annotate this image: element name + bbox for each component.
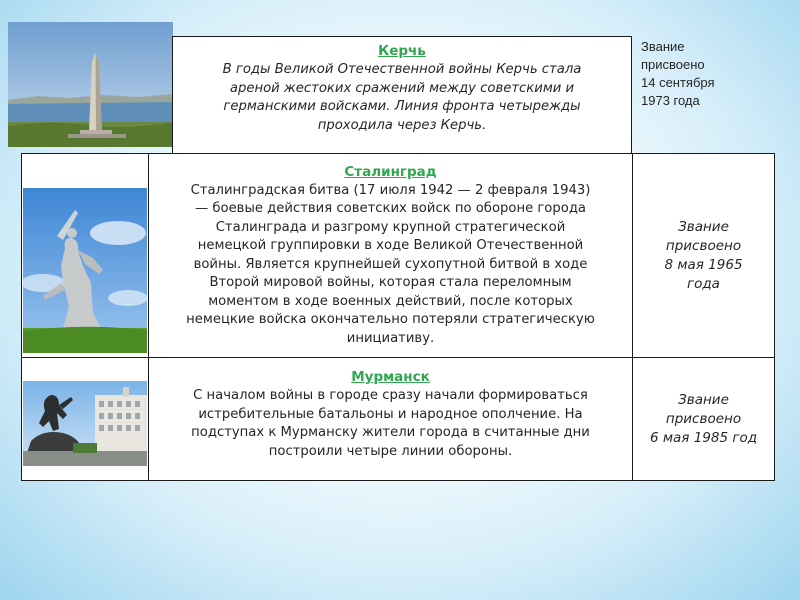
murmansk-photo: [23, 381, 147, 466]
stalingrad-description: Сталинградская битва (17 июля 1942 — 2 февраля 1943) — боевые действия советских войск по обороне города Сталинграда и разгрому крупной стратегической немецкой группировки в ходе Великой Отечественной войны. Является крупнейшей сухопутной битвой в ходе Второй мировой войны, которая стала переломным моментом в ходе военных действий, после которых немецкие войска окончательно потеряли стратегическую инициативу.: [186, 182, 595, 346]
kerch-photo: [8, 22, 173, 147]
motherland-statue-photo-icon: [23, 188, 147, 353]
murmansk-description: С началом войны в городе сразу начали формироваться истребительные батальоны и народное ополчение. На подступах к Мурманску жители города в считанные дни построили четыре линии обороны.: [191, 388, 590, 459]
murmansk-description-cell: [148, 357, 633, 481]
kerch-description: В годы Великой Отечественной войны Керчь стала ареной жестоких сражений между советскими и германскими войсками. Линия фронта четырежды проходила через Керчь.: [222, 62, 582, 133]
murmansk-city-link[interactable]: Мурманск: [351, 369, 430, 385]
stalingrad-photo: [23, 188, 147, 353]
kerch-award-text: Звание присвоено 14 сентября 1973 года: [641, 39, 715, 108]
stalingrad-award-text: Звание присвоено 8 мая 1965 года: [664, 218, 743, 292]
murmansk-award-text: Звание присвоено 6 мая 1985 год: [649, 391, 758, 446]
stalingrad-award-cell: [632, 153, 775, 358]
kerch-description-cell: [172, 36, 632, 154]
monument-photo-icon: [23, 381, 147, 466]
obelisk-photo-icon: [8, 22, 173, 147]
stalingrad-city-link[interactable]: Сталинград: [344, 163, 437, 180]
murmansk-award-cell: [632, 357, 775, 481]
kerch-city-link[interactable]: Керчь: [378, 43, 426, 59]
stalingrad-description-cell: [148, 153, 633, 358]
